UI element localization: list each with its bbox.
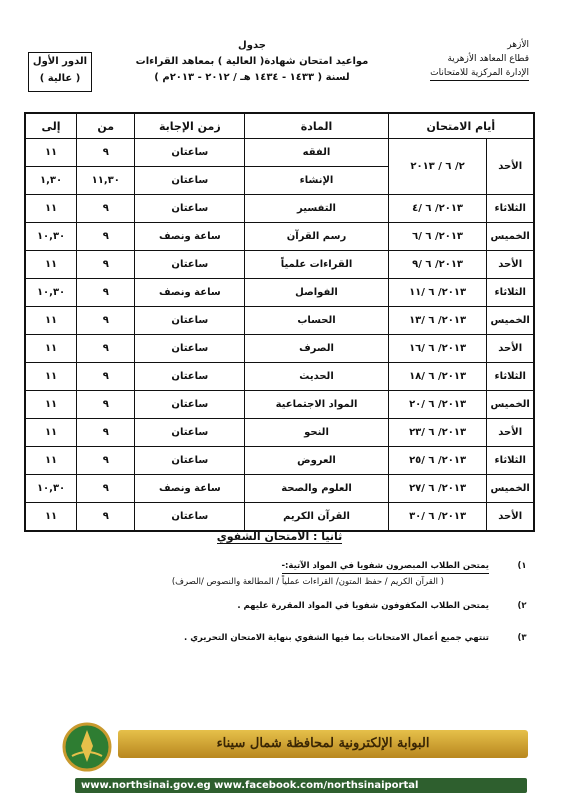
cell-date: ٢٠١٣/ ٦ /٩	[388, 251, 487, 279]
cell-subject: الحساب	[245, 307, 389, 335]
title-line-2: مواعيد امتحان شهادة( العالية ) بمعاهد القراءات	[135, 56, 369, 67]
col-header-subject: المادة	[245, 113, 389, 139]
cell-subject: الإنشاء	[245, 167, 389, 195]
cell-to: ١١	[25, 447, 77, 475]
table-row	[25, 307, 534, 335]
governorate-logo-icon	[62, 722, 112, 772]
oral-item-number: ٢)	[517, 601, 527, 611]
cell-subject: القراءات علمياً	[245, 251, 389, 279]
session-box	[28, 52, 92, 92]
cell-from: ٩	[77, 251, 135, 279]
cell-to: ١,٣٠	[25, 167, 77, 195]
cell-subject: الفقه	[245, 139, 389, 167]
cell-from: ٩	[77, 447, 135, 475]
cell-subject: الفواصل	[245, 279, 389, 307]
cell-from: ٩	[77, 391, 135, 419]
table-row	[25, 363, 534, 391]
cell-day: الثلاثاء	[487, 195, 534, 223]
cell-duration: ساعتان	[135, 335, 245, 363]
oral-item-text: تنتهي جميع أعمال الامتحانات بما فيها الشفوي بنهاية الامتحان التحريري .	[184, 633, 489, 643]
cell-duration: ساعتان	[135, 167, 245, 195]
portal-banner: البوابة الإلكترونية لمحافظة شمال سيناء	[118, 730, 528, 758]
title-line-1: جدول	[238, 40, 266, 51]
cell-duration: ساعتان	[135, 251, 245, 279]
table-row	[25, 503, 534, 532]
document-page	[22, 30, 537, 745]
cell-from: ٩	[77, 475, 135, 503]
cell-subject: الحديث	[245, 363, 389, 391]
cell-duration: ساعتان	[135, 391, 245, 419]
issuer-block	[389, 38, 529, 81]
cell-duration: ساعتان	[135, 363, 245, 391]
cell-to: ١٠,٣٠	[25, 279, 77, 307]
table-row	[25, 475, 534, 503]
cell-date: ٢/ ٦ / ٢٠١٣	[388, 139, 487, 195]
cell-from: ٩	[77, 223, 135, 251]
oral-exam-section	[22, 530, 537, 543]
cell-to: ١١	[25, 419, 77, 447]
cell-duration: ساعة ونصف	[135, 279, 245, 307]
cell-day: الخميس	[487, 391, 534, 419]
cell-day: الثلاثاء	[487, 363, 534, 391]
document-title	[117, 38, 387, 86]
exam-schedule-table	[24, 112, 535, 532]
cell-from: ٩	[77, 279, 135, 307]
cell-day: الأحد	[487, 335, 534, 363]
cell-duration: ساعتان	[135, 195, 245, 223]
cell-from: ١١,٣٠	[77, 167, 135, 195]
cell-to: ١١	[25, 195, 77, 223]
portal-footer	[0, 720, 565, 800]
table-row	[25, 279, 534, 307]
table-row	[25, 195, 534, 223]
cell-subject: العروض	[245, 447, 389, 475]
cell-date: ٢٠١٣/ ٦ /٢٣	[388, 419, 487, 447]
cell-duration: ساعتان	[135, 503, 245, 532]
oral-item-text: يمتحن الطلاب المكفوفون شفويا في المواد المقررة عليهم .	[237, 601, 489, 611]
cell-duration: ساعتان	[135, 419, 245, 447]
table-row	[25, 335, 534, 363]
cell-from: ٩	[77, 139, 135, 167]
cell-day: الخميس	[487, 223, 534, 251]
table-row	[25, 139, 534, 167]
cell-subject: التفسير	[245, 195, 389, 223]
cell-date: ٢٠١٣/ ٦ /٤	[388, 195, 487, 223]
oral-item-number: ١)	[517, 561, 527, 571]
oral-exam-title: ثانيا : الامتحان الشفوي	[216, 530, 343, 543]
cell-to: ١١	[25, 251, 77, 279]
col-header-from: من	[77, 113, 135, 139]
cell-from: ٩	[77, 419, 135, 447]
schedule-body	[25, 139, 534, 532]
cell-date: ٢٠١٣/ ٦ /١٣	[388, 307, 487, 335]
issuer-line-3: الإدارة المركزية للامتحانات	[430, 66, 529, 81]
cell-from: ٩	[77, 335, 135, 363]
cell-from: ٩	[77, 363, 135, 391]
oral-item-subjects: ( القرآن الكريم / حفظ المتون/ القراءات عملياً / المطالعة والنصوص /الصرف)	[171, 577, 444, 587]
cell-date: ٢٠١٣/ ٦ /٣٠	[388, 503, 487, 532]
cell-date: ٢٠١٣/ ٦ /٦	[388, 223, 487, 251]
cell-from: ٩	[77, 503, 135, 532]
cell-subject: الصرف	[245, 335, 389, 363]
cell-date: ٢٠١٣/ ٦ /٢٥	[388, 447, 487, 475]
col-header-duration: زمن الإجابة	[135, 113, 245, 139]
cell-subject: المواد الاجتماعية	[245, 391, 389, 419]
cell-duration: ساعتان	[135, 307, 245, 335]
document-header	[22, 30, 537, 110]
cell-day: الخميس	[487, 307, 534, 335]
issuer-line-1: الأزهر	[507, 40, 529, 50]
cell-day: الأحد	[487, 251, 534, 279]
cell-subject: النحو	[245, 419, 389, 447]
col-header-days: أيام الامتحان	[388, 113, 534, 139]
cell-subject: رسم القرآن	[245, 223, 389, 251]
cell-to: ١١	[25, 363, 77, 391]
table-header-row	[25, 113, 534, 139]
oral-item-number: ٣)	[517, 633, 527, 643]
cell-day: الثلاثاء	[487, 447, 534, 475]
cell-to: ١١	[25, 139, 77, 167]
cell-duration: ساعتان	[135, 139, 245, 167]
cell-duration: ساعتان	[135, 447, 245, 475]
table-row	[25, 251, 534, 279]
portal-urls[interactable]: www.northsinai.gov.eg www.facebook.com/northsinaiportal	[75, 778, 527, 793]
col-header-to: إلى	[25, 113, 77, 139]
table-row	[25, 419, 534, 447]
cell-to: ١١	[25, 503, 77, 532]
cell-day: الأحد	[487, 419, 534, 447]
cell-subject: العلوم والصحة	[245, 475, 389, 503]
table-row	[25, 447, 534, 475]
oral-item-text: يمتحن الطلاب المبصرون شفويا في المواد الآتية:-	[282, 560, 490, 574]
cell-duration: ساعة ونصف	[135, 223, 245, 251]
cell-date: ٢٠١٣/ ٦ /١١	[388, 279, 487, 307]
cell-from: ٩	[77, 307, 135, 335]
session-round: الدور الأول	[32, 56, 88, 67]
title-line-3: لسنة ( ١٤٣٣ - ١٤٣٤ هـ / ٢٠١٢ - ٢٠١٣م )	[154, 72, 350, 83]
cell-day: الثلاثاء	[487, 279, 534, 307]
cell-day: الأحد	[487, 503, 534, 532]
cell-date: ٢٠١٣/ ٦ /١٦	[388, 335, 487, 363]
issuer-line-2: قطاع المعاهد الأزهرية	[447, 54, 529, 64]
cell-date: ٢٠١٣/ ٦ /١٨	[388, 363, 487, 391]
table-row	[25, 223, 534, 251]
cell-from: ٩	[77, 195, 135, 223]
cell-date: ٢٠١٣/ ٦ /٢٧	[388, 475, 487, 503]
table-row	[25, 391, 534, 419]
cell-to: ١١	[25, 335, 77, 363]
cell-subject: القرآن الكريم	[245, 503, 389, 532]
cell-date: ٢٠١٣/ ٦ /٢٠	[388, 391, 487, 419]
cell-to: ١١	[25, 307, 77, 335]
cell-to: ١٠,٣٠	[25, 475, 77, 503]
cell-day: الأحد	[487, 139, 534, 195]
cell-day: الخميس	[487, 475, 534, 503]
cell-to: ١١	[25, 391, 77, 419]
cell-duration: ساعة ونصف	[135, 475, 245, 503]
cell-to: ١٠,٣٠	[25, 223, 77, 251]
session-level: ( عالية )	[39, 73, 81, 84]
